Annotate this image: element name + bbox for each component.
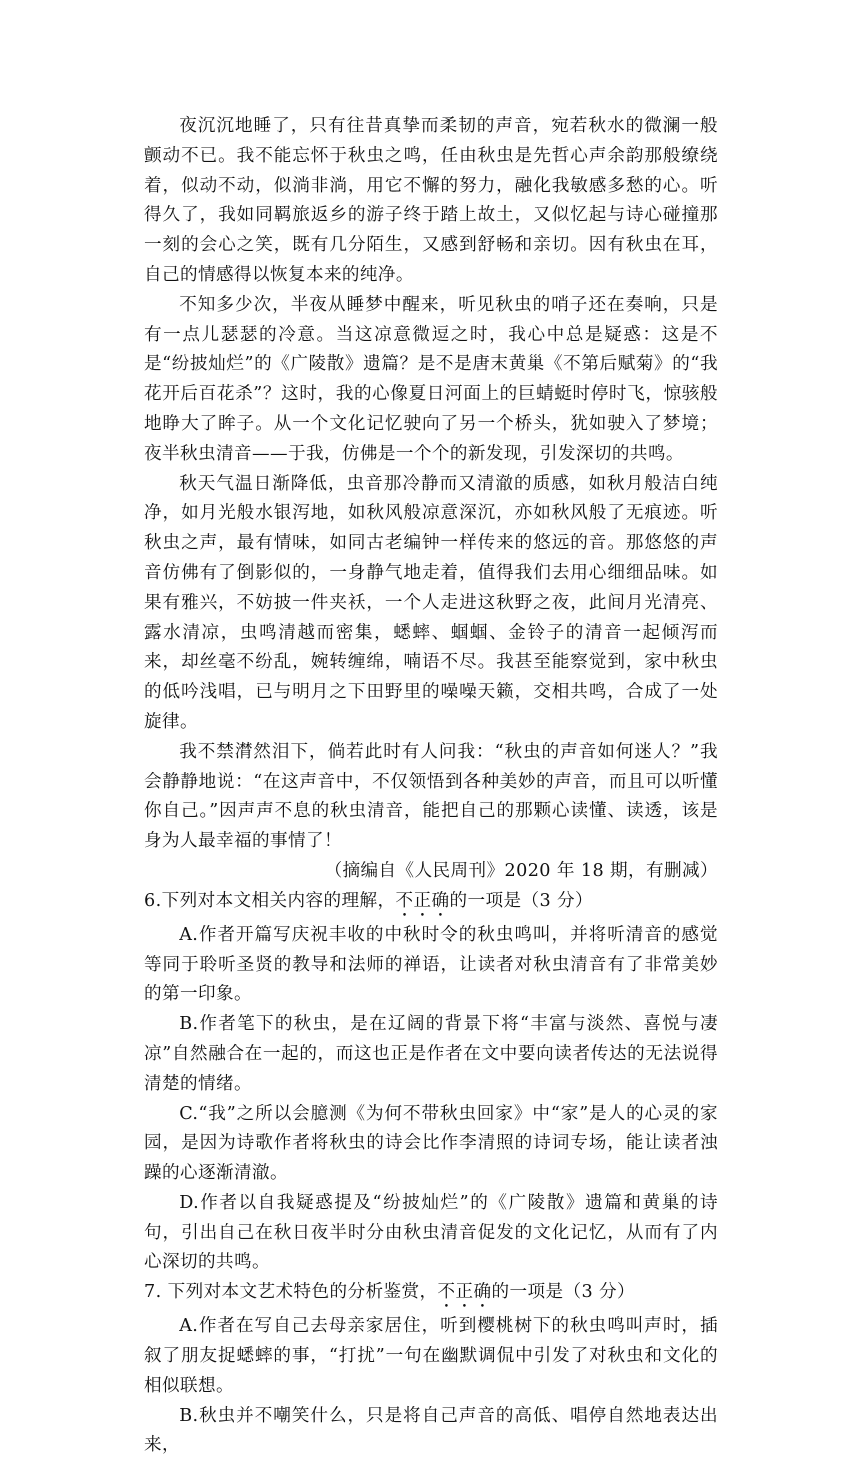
question-6-stem-end: 的一项是（3 分） [449,890,594,911]
question-7-stem-end: 的一项是（3 分） [491,1282,636,1303]
passage-source: （摘编自《人民周刊》2020 年 18 期，有删减） [324,860,718,881]
question-6-option-c: C.“我”之所以会臆测《为何不带秋虫回家》中“家”是人的心灵的家园，是因为诗歌作者将秋虫的诗会比作李清照的诗词专场，能让读者浊躁的心逐渐清澈。 [144,1103,718,1184]
exam-page [144,112,718,1461]
passage-paragraph-3: 秋天气温日渐降低，虫音那冷静而又清澈的质感，如秋月般洁白纯净，如月光般水银泻地，如秋风般凉意深沉，亦如秋风般了无痕迹。听秋虫之声，最有情味，如同古老编钟一样传来的悠远的音。那悠悠的声音仿佛有了倒影似的，一身静气地走着，值得我们去用心细细品味。如果有雅兴，不妨披一件夹袄，一个人走进这秋野之夜，此间月光清亮、露水清凉，虫鸣清越而密集，蟋蟀、蝈蝈、金铃子的清音一起倾泻而来，却丝毫不纷乱，婉转缠绵，喃语不尽。我甚至能察觉到，家中秋虫的低吟浅唱，已与明月之下田野里的噪噪天籁，交相共鸣，合成了一处旋律。 [144,473,718,732]
question-6-stem-start: 6.下列对本文相关内容的理解， [144,890,396,911]
question-7-emphasis: 不正确 [437,1282,492,1303]
question-6-option-d: D.作者以自我疑惑提及“纷披灿烂”的《广陵散》遗篇和黄巢的诗句，引出自己在秋日夜半时分由秋虫清音促发的文化记忆，从而有了内心深切的共鸣。 [144,1192,718,1273]
passage-paragraph-1: 夜沉沉地睡了，只有往昔真挚而柔韧的声音，宛若秋水的微澜一般颤动不已。我不能忘怀于秋虫之鸣，任由秋虫是先哲心声余韵那般缭绕着，似动不动，似淌非淌，用它不懈的努力，融化我敏感多愁的心。听得久了，我如同羁旅返乡的游子终于踏上故土，又似忆起与诗心碰撞那一刻的会心之笑，既有几分陌生，又感到舒畅和亲切。因有秋虫在耳，自己的情感得以恢复本来的纯净。 [144,116,718,285]
question-6-stem [144,887,718,921]
passage-paragraph-2: 不知多少次，半夜从睡梦中醒来，听见秋虫的哨子还在奏响，只是有一点儿瑟瑟的冷意。当这凉意微逗之时，我心中总是疑惑：这是不是“纷披灿烂”的《广陵散》遗篇？是不是唐末黄巢《不第后赋菊》的“我花开后百花杀”？这时，我的心像夏日河面上的巨蜻蜓时停时飞，惊骇般地睁大了眸子。从一个文化记忆驶向了另一个桥头，犹如驶入了梦境；夜半秋虫清音——于我，仿佛是一个个的新发现，引发深切的共鸣。 [144,294,718,464]
question-7-option-b: B.秋虫并不嘲笑什么，只是将自己声音的高低、唱停自然地表达出来， [144,1405,718,1456]
passage-paragraph-4: 我不禁潸然泪下，倘若此时有人问我：“秋虫的声音如何迷人？”我会静静地说：“在这声音中，不仅领悟到各种美妙的声音，而且可以听懂你自己。”因声声不息的秋虫清音，能把自己的那颗心读懂、读透，该是身为人最幸福的事情了！ [144,741,718,852]
question-7-stem-start: 7. 下列对本文艺术特色的分析鉴赏， [144,1282,438,1303]
question-6-emphasis: 不正确 [395,890,450,911]
question-6-option-b: B.作者笔下的秋虫，是在辽阔的背景下将“丰富与淡然、喜悦与凄凉”自然融合在一起的，而这也正是作者在文中要向读者传达的无法说得清楚的情绪。 [144,1014,718,1094]
question-6-option-a: A.作者开篇写庆祝丰收的中秋时令的秋虫鸣叫，并将听清音的感觉等同于聆听圣贤的教导和法师的禅语，让读者对秋虫清音有了非常美妙的第一印象。 [144,924,718,1005]
question-7-stem [144,1278,718,1312]
question-7-option-a: A.作者在写自己去母亲家居住，听到樱桃树下的秋虫鸣叫声时，插叙了朋友捉蟋蟀的事，“打扰”一句在幽默调侃中引发了对秋虫和文化的相似联想。 [144,1316,718,1396]
